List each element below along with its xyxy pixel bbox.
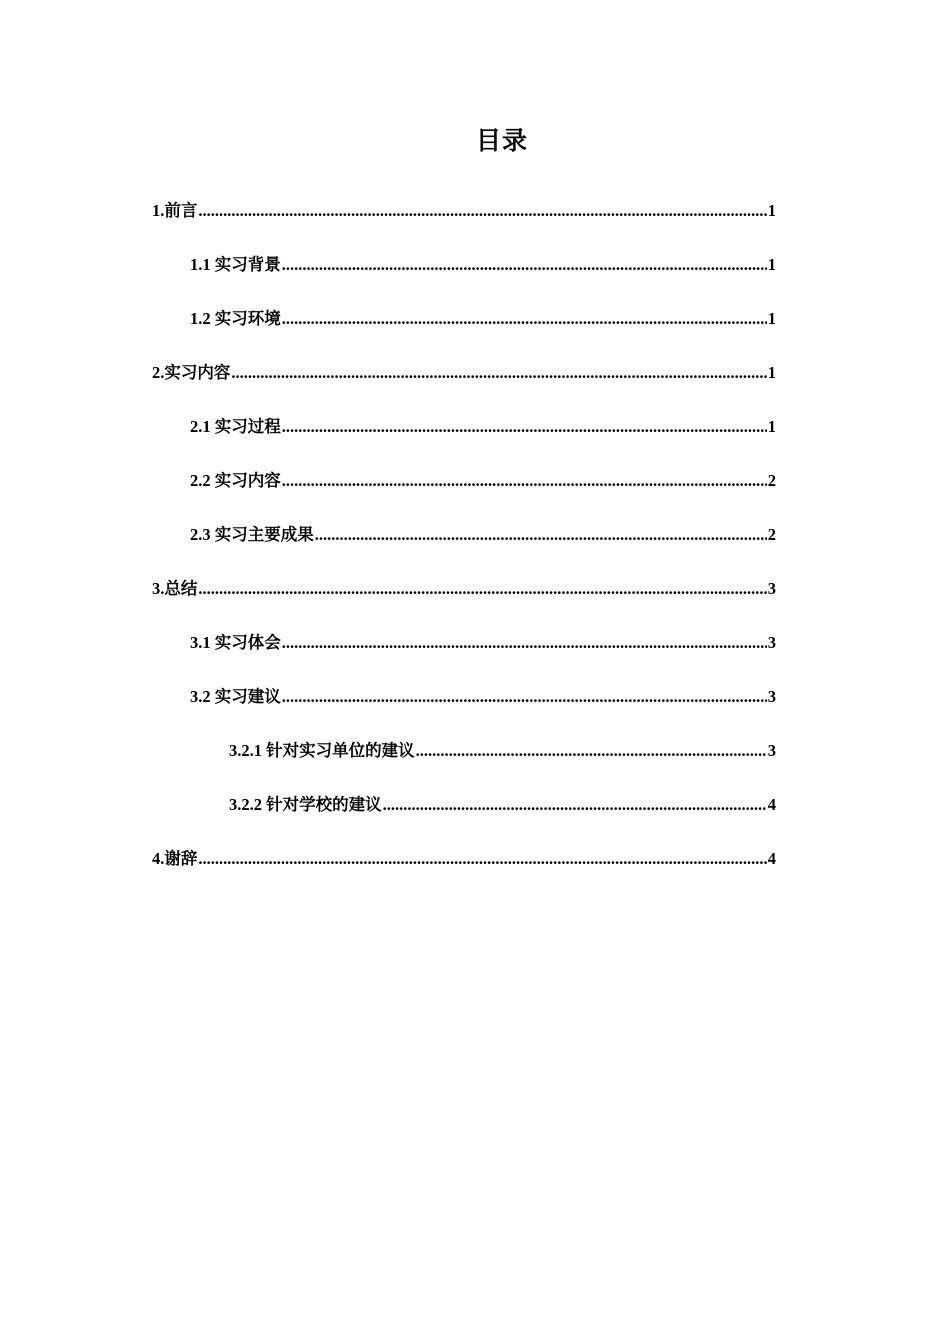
toc-entry-results[interactable]	[190, 521, 776, 549]
toc-page-number: 2	[767, 471, 776, 490]
toc-dot-leader	[416, 737, 767, 765]
toc-page-number: 1	[767, 363, 776, 382]
toc-page-number: 3	[767, 687, 776, 706]
toc-dot-leader	[282, 251, 767, 279]
toc-entry-label: 3.2.2 针对学校的建议	[229, 795, 382, 814]
toc-dot-leader	[231, 359, 766, 387]
toc-entry-label: 3.总结	[152, 579, 198, 598]
toc-entry-label: 2.2 实习内容	[190, 471, 281, 490]
toc-entry-label: 4.谢辞	[152, 849, 198, 868]
toc-entry-label: 3.2 实习建议	[190, 687, 281, 706]
toc-dot-leader	[282, 413, 767, 441]
toc-entry-suggestions-school[interactable]	[229, 791, 776, 819]
toc-page-number: 4	[767, 849, 776, 868]
toc-page-number: 1	[767, 201, 776, 220]
toc-entry-acknowledgements[interactable]	[152, 845, 776, 873]
toc-entry-summary[interactable]	[152, 575, 776, 603]
toc-entry-label: 1.前言	[152, 201, 198, 220]
toc-page-number: 1	[767, 417, 776, 436]
toc-entry-label: 3.2.1 针对实习单位的建议	[229, 741, 415, 760]
toc-entry-label: 1.2 实习环境	[190, 309, 281, 328]
toc-entry-process[interactable]	[190, 413, 776, 441]
toc-entry-suggestions[interactable]	[190, 683, 776, 711]
toc-page-number: 1	[767, 309, 776, 328]
toc-entry-label: 3.1 实习体会	[190, 633, 281, 652]
toc-entry-content[interactable]	[152, 359, 776, 387]
toc-dot-leader	[198, 575, 766, 603]
toc-entry-background[interactable]	[190, 251, 776, 279]
toc-dot-leader	[282, 629, 767, 657]
toc-entry-label: 2.1 实习过程	[190, 417, 281, 436]
toc-page-number: 3	[767, 579, 776, 598]
toc-entry-content-detail[interactable]	[190, 467, 776, 495]
toc-page-number: 2	[767, 525, 776, 544]
toc-dot-leader	[282, 467, 767, 495]
toc-entry-label: 2.3 实习主要成果	[190, 525, 314, 544]
toc-entry-label: 1.1 实习背景	[190, 255, 281, 274]
toc-entry-suggestions-unit[interactable]	[229, 737, 776, 765]
toc-dot-leader	[282, 305, 767, 333]
toc-page-number: 4	[767, 795, 776, 814]
toc-entry-label: 2.实习内容	[152, 363, 231, 382]
toc-dot-leader	[315, 521, 767, 549]
toc-dot-leader	[198, 845, 766, 873]
toc-page-number: 3	[767, 741, 776, 760]
toc-entry-environment[interactable]	[190, 305, 776, 333]
toc-entry-experience[interactable]	[190, 629, 776, 657]
toc-title: 目录	[475, 128, 528, 155]
toc-dot-leader	[282, 683, 767, 711]
toc-dot-leader	[383, 791, 767, 819]
toc-entry-preface[interactable]	[152, 197, 776, 225]
toc-dot-leader	[198, 197, 766, 225]
toc-page-number: 1	[767, 255, 776, 274]
toc-page-number: 3	[767, 633, 776, 652]
